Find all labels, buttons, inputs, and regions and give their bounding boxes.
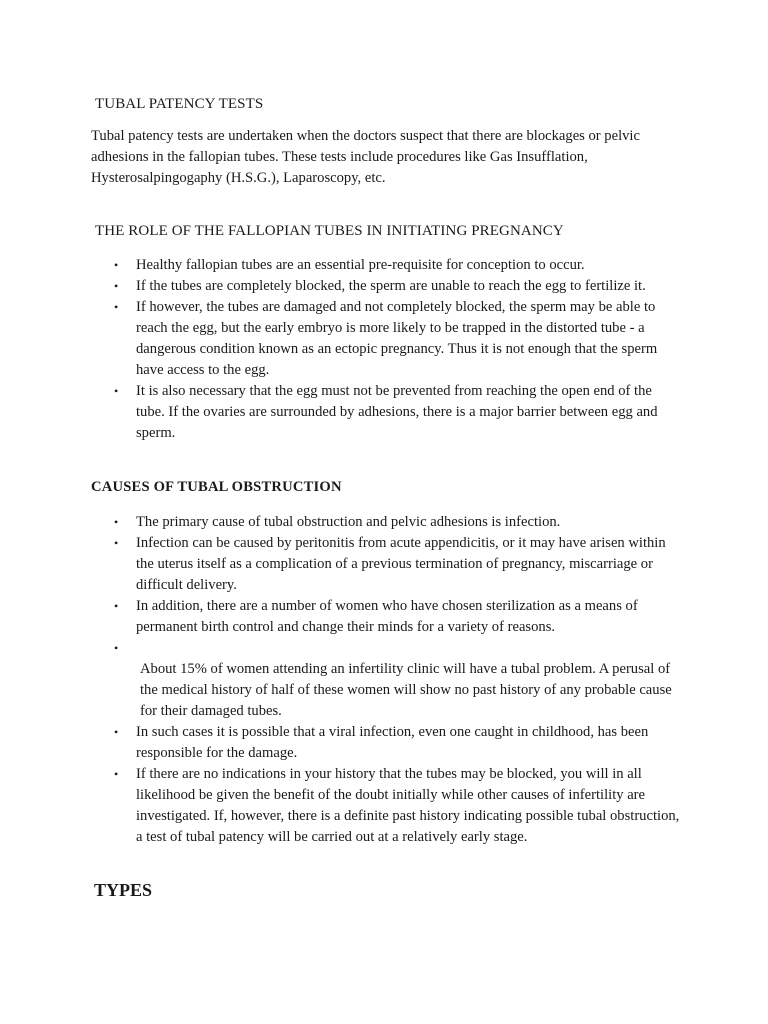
bullet-marker: • — [114, 599, 119, 613]
bullet-marker: • — [114, 641, 119, 655]
bullet-marker: • — [114, 725, 119, 739]
heading-tubal-patency-tests: TUBAL PATENCY TESTS — [95, 96, 264, 112]
list-item-text: Infection can be caused by peritonitis from acute appendicitis, or it may have arisen within the uterus itself as a complication of a previous termination of pregnancy, miscarriage or difficult delivery. — [136, 535, 666, 593]
list-item-text: In addition, there are a number of women who have chosen sterilization as a means of permanent birth control and change their minds for a variety of reasons. — [136, 598, 638, 635]
list-item-text: It is also necessary that the egg must not be prevented from reaching the open end of the tube. If the ovaries are surrounded by adhesions, there is a major barrier between egg and sperm. — [136, 383, 658, 441]
list-item — [0, 512, 681, 533]
list-item-text: In such cases it is possible that a viral infection, even one caught in childhood, has been responsible for the damage. — [136, 724, 649, 761]
bullet-marker: • — [114, 384, 119, 398]
bullet-marker: • — [114, 515, 119, 529]
bullet-marker: • — [114, 536, 119, 550]
role-bullet-list — [0, 255, 768, 444]
heading-role-of-fallopian-tubes: THE ROLE OF THE FALLOPIAN TUBES IN INITIATING PREGNANCY — [95, 223, 564, 239]
list-item-text: If however, the tubes are damaged and not completely blocked, the sperm may be able to reach the egg, but the early embryo is more likely to be trapped in the distorted tube - a dangerous condition known as an ectopic pregnancy. Thus it is not enough that the sperm have access to the egg. — [136, 299, 658, 378]
causes-bullet-list — [0, 512, 768, 848]
paragraph-tubal-patency-intro: Tubal patency tests are undertaken when the doctors suspect that there are blockages or pelvic adhesions in the fallopian tubes. These tests include procedures like Gas Insufflation, Hysterosalpingogaphy (H.S.G.), Laparoscopy, etc. — [91, 128, 640, 186]
list-item-text: If there are no indications in your history that the tubes may be blocked, you will in all likelihood be given the benefit of the doubt initially while other causes of infertility are investigated. If, however, there is a definite past history indicating possible tubal obstruction, a test of tubal patency will be carried out at a relatively early stage. — [136, 766, 680, 845]
bullet-marker: • — [114, 279, 119, 293]
list-item — [0, 533, 681, 596]
list-item — [0, 722, 681, 764]
list-item — [0, 255, 681, 276]
list-item-text: About 15% of women attending an infertility clinic will have a tubal problem. A perusal of the medical history of half of these women will show no past history of any probable cause for their damaged tubes. — [140, 661, 672, 719]
list-item — [0, 596, 681, 638]
heading-causes-of-tubal-obstruction: CAUSES OF TUBAL OBSTRUCTION — [91, 479, 342, 495]
bullet-marker: • — [114, 767, 119, 781]
list-item — [0, 276, 681, 297]
list-item — [0, 381, 681, 444]
bullet-marker: • — [114, 300, 119, 314]
list-item — [0, 764, 681, 848]
list-item-text: If the tubes are completely blocked, the sperm are unable to reach the egg to fertilize it. — [136, 278, 646, 294]
list-item-text-empty — [136, 638, 681, 659]
bullet-marker: • — [114, 258, 119, 272]
list-item — [0, 638, 681, 659]
heading-types: TYPES — [94, 880, 153, 900]
list-item-text: The primary cause of tubal obstruction and pelvic adhesions is infection. — [136, 514, 561, 530]
list-item-text: Healthy fallopian tubes are an essential pre-requisite for conception to occur. — [136, 257, 585, 273]
list-item — [0, 297, 681, 381]
list-item-continuation — [0, 659, 685, 722]
